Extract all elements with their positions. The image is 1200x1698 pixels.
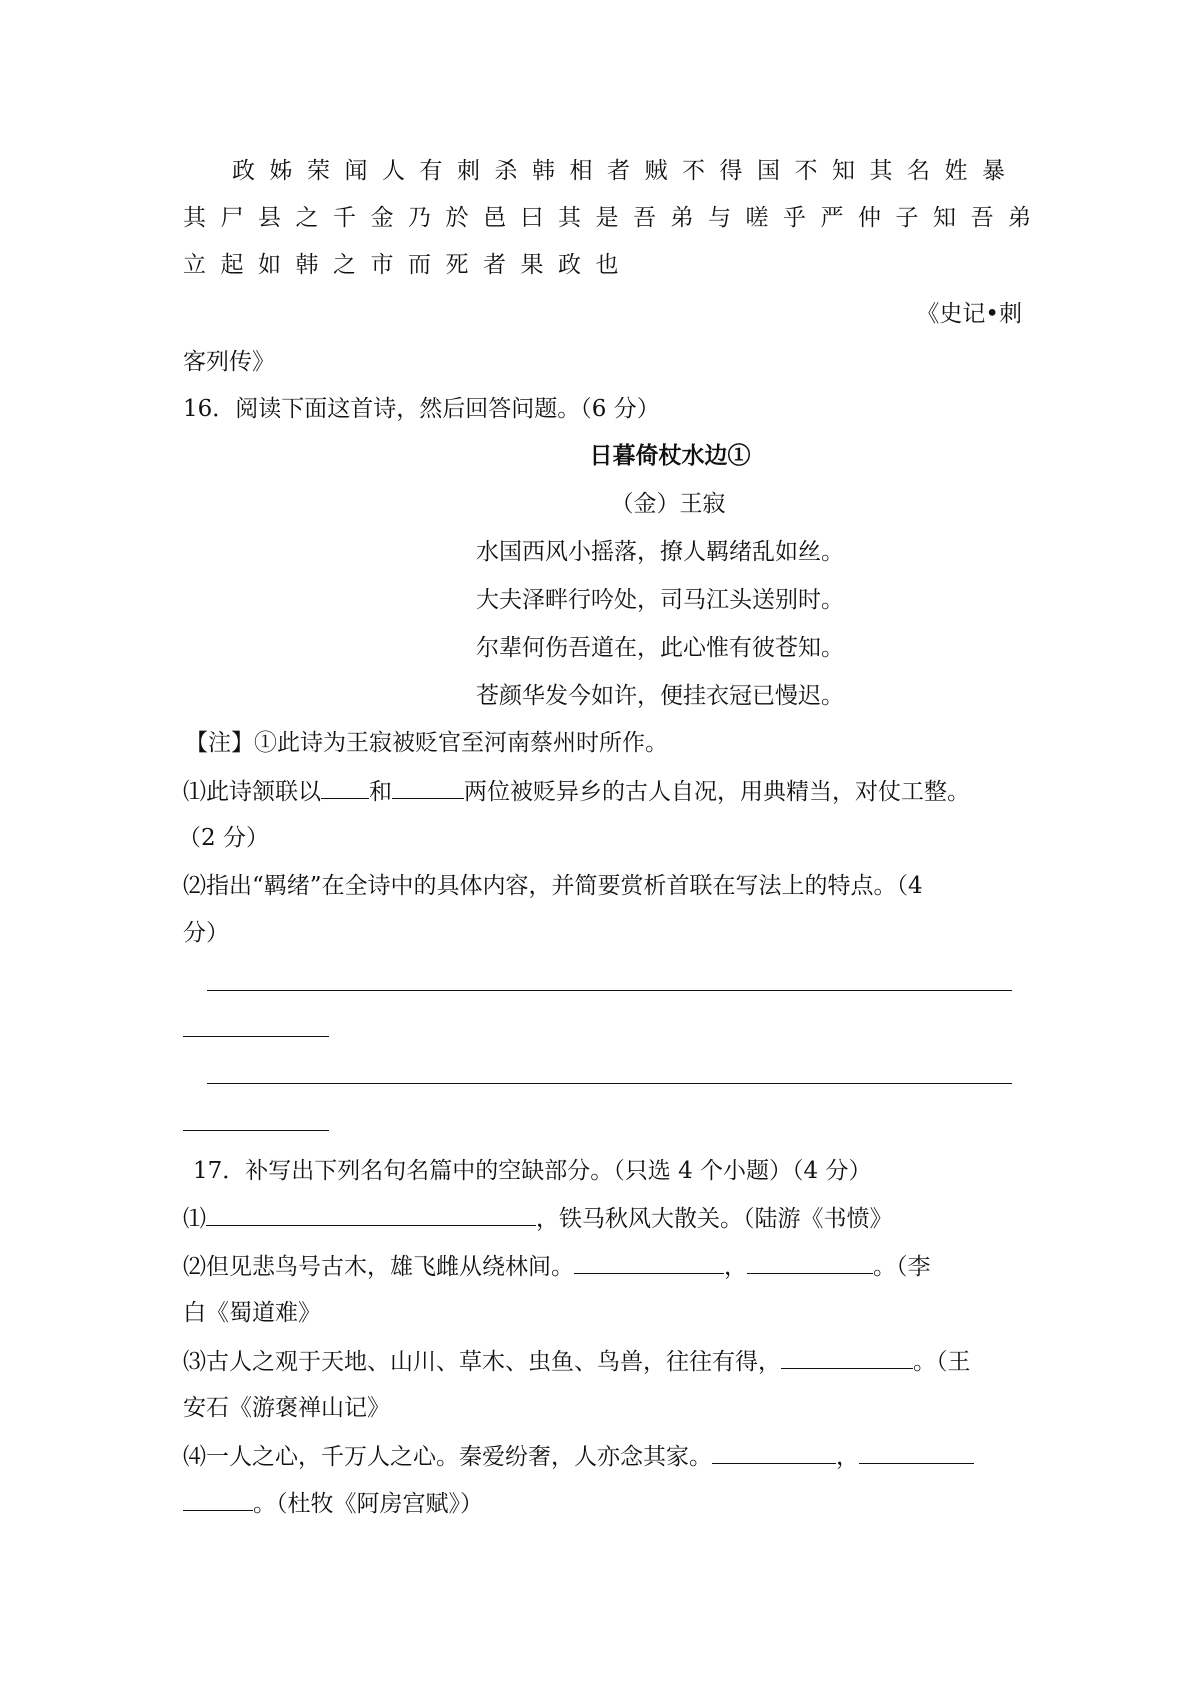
q17-item3-text-b: 。（王: [913, 1349, 971, 1375]
answer-line-2[interactable]: [207, 1083, 1012, 1084]
q16-sub1-text-b: 和: [369, 779, 392, 805]
q17-item3-text-a: ⑶古人之观于天地、山川、草木、虫鱼、鸟兽，往往有得，: [183, 1349, 781, 1375]
answer-line-2-cont[interactable]: [183, 1130, 329, 1131]
q17-item4-text-b: ，: [836, 1444, 859, 1470]
q17-blank-3[interactable]: [747, 1251, 873, 1274]
q17-blank-6-cont[interactable]: [183, 1488, 253, 1511]
q17-blank-5[interactable]: [712, 1441, 836, 1464]
q17-item2-text-b: ，: [724, 1254, 747, 1280]
q17-heading: 17．补写出下列名句名篇中的空缺部分。（只选 4 个小题）（4 分）: [193, 1158, 872, 1184]
answer-line-1-cont[interactable]: [183, 1036, 329, 1037]
passage-source-a: 《史记•刺: [916, 301, 1022, 327]
q16-sub1-text-c: 两位被贬异乡的古人自况，用典精当，对仗工整。: [464, 779, 970, 805]
q17-item2-text-c: 。（李: [873, 1254, 931, 1280]
q17-item1: [183, 1203, 893, 1234]
q17-blank-6[interactable]: [859, 1441, 974, 1464]
q16-heading: 16．阅读下面这首诗，然后回答问题。（6 分）: [183, 396, 660, 422]
passage-line-1: 政姊荣闻人有刺杀韩相者贼不得国不知其名姓暴: [232, 158, 1020, 184]
q17-item4-text-c: 。（杜牧《阿房宫赋》）: [253, 1491, 483, 1517]
q16-sub2-line-a: ⑵指出“羁绪”在全诗中的具体内容，并简要赏析首联在写法上的特点。（4: [183, 873, 923, 899]
q17-item3: [183, 1346, 971, 1377]
poem-line-2: 大夫泽畔行吟处，司马江头送别时。: [476, 587, 844, 613]
q17-item1-num: ⑴: [183, 1206, 206, 1232]
q17-item4-text-a: ⑷一人之心，千万人之心。秦爱纷奢，人亦念其家。: [183, 1444, 712, 1470]
q16-sub1-text-a: ⑴此诗颔联以: [183, 779, 321, 805]
passage-line-2: 其尸县之千金乃於邑曰其是吾弟与嗟乎严仲子知吾弟: [183, 205, 1046, 231]
passage-source-b: 客列传》: [183, 349, 275, 375]
passage-line-3: 立起如韩之市而死者果政也: [183, 252, 633, 278]
poem-author: （金）王寂: [610, 491, 726, 517]
q16-blank-2[interactable]: [392, 776, 464, 799]
q17-item2-text-a: ⑵但见悲鸟号古木，雄飞雌从绕林间。: [183, 1254, 574, 1280]
poem-note: 【注】①此诗为王寂被贬官至河南蔡州时所作。: [185, 730, 668, 756]
q16-sub1-line: [183, 776, 970, 807]
q17-blank-1[interactable]: [206, 1203, 536, 1226]
q17-blank-4[interactable]: [781, 1346, 913, 1369]
poem-line-3: 尔辈何伤吾道在，此心惟有彼苍知。: [476, 635, 844, 661]
q17-item4-cont: [183, 1488, 483, 1519]
q17-item4: [183, 1441, 974, 1472]
poem-line-4: 苍颜华发今如许，便挂衣冠已慢迟。: [476, 683, 844, 709]
q17-item2: [183, 1251, 931, 1282]
q16-sub1-score: （2 分）: [178, 825, 269, 851]
answer-line-1[interactable]: [207, 990, 1012, 991]
poem-title: 日暮倚杖水边①: [589, 442, 751, 469]
poem-line-1: 水国西风小摇落，撩人羁绪乱如丝。: [476, 539, 844, 565]
q16-sub2-line-b: 分）: [183, 920, 229, 946]
q16-blank-1[interactable]: [321, 776, 369, 799]
q17-blank-2[interactable]: [574, 1251, 724, 1274]
q17-item2-cont: 白《蜀道难》: [183, 1300, 321, 1326]
q17-item1-text: ，铁马秋风大散关。（陆游《书愤》: [536, 1206, 893, 1232]
q17-item3-cont: 安石《游褒禅山记》: [183, 1395, 390, 1421]
